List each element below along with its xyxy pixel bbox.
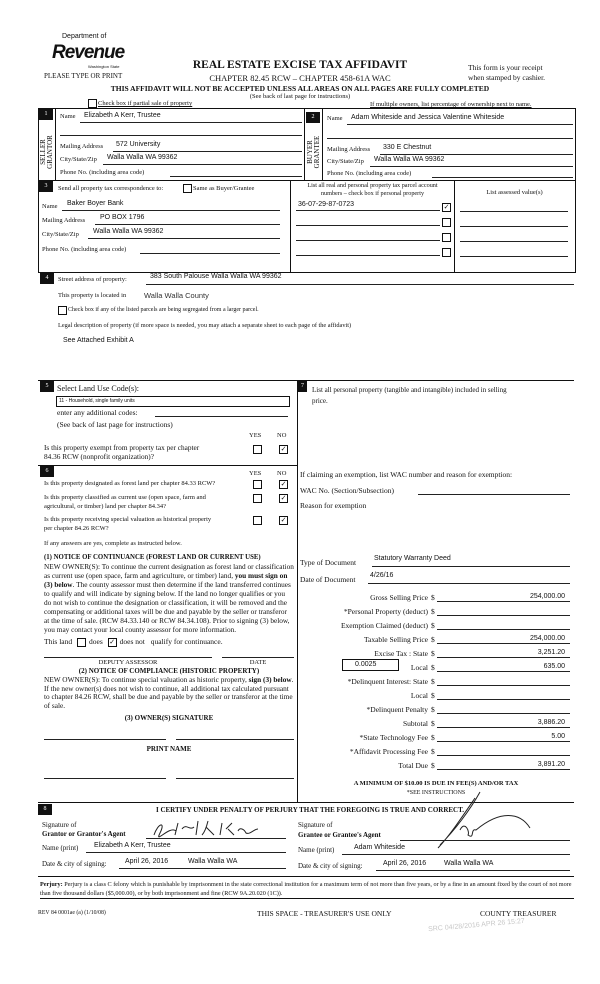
- notice-continuance-text: [44, 562, 294, 634]
- line: [80, 122, 302, 123]
- grantee-date-label: Date & city of signing:: [298, 862, 363, 870]
- owner-signature-line[interactable]: [44, 739, 166, 740]
- grantee-name-field[interactable]: Adam Whiteside: [354, 844, 405, 851]
- owner-signature-title: (3) OWNER(S) SIGNATURE: [124, 714, 214, 722]
- logo-dept: Department of: [62, 33, 107, 40]
- dollar-sign: $: [431, 691, 435, 700]
- correspondence-label: Send all property tax correspondence to:: [58, 185, 164, 192]
- same-as-buyer-label: Same as Buyer/Grantee: [193, 185, 255, 192]
- corr-phone-field[interactable]: [140, 253, 280, 254]
- assessed-header: List assessed value(s): [486, 189, 543, 196]
- minimum-note: A MINIMUM OF $10.00 IS DUE IN FEE(S) AND/OR TAX: [353, 780, 519, 787]
- treasurer-space: THIS SPACE - TREASURER'S USE ONLY: [257, 909, 392, 918]
- parcel-row-line: [296, 240, 440, 241]
- multiple-owners-note: If multiple owners, list percentage of ownership next to name.: [370, 101, 532, 108]
- see-back: (See back of last page for instructions): [249, 93, 351, 100]
- grantor-name-label: Name (print): [42, 844, 79, 852]
- seller-phone-field[interactable]: [170, 176, 302, 177]
- seller-name-label: Name: [60, 113, 76, 120]
- segregated-checkbox[interactable]: [58, 306, 67, 315]
- n2-text: NEW OWNER(S): To continue special valuation as historic property,: [44, 675, 249, 684]
- amount-label: Total Due: [398, 761, 428, 770]
- dollar-sign: $: [431, 607, 435, 616]
- amount-field[interactable]: 3,251.20: [537, 649, 565, 656]
- amount-label: Local: [410, 663, 428, 672]
- dollar-sign: $: [431, 593, 435, 602]
- personal-property-label-2: price.: [312, 397, 328, 405]
- line: [119, 868, 286, 869]
- line: [380, 154, 573, 155]
- corr-city-field[interactable]: Walla Walla WA 99362: [93, 228, 164, 235]
- section-badge-8: 8: [38, 804, 52, 815]
- line: [60, 135, 302, 136]
- divider: [38, 465, 297, 466]
- section6-no-checkbox[interactable]: ✓: [280, 516, 287, 524]
- assessed-value-field[interactable]: [460, 211, 568, 212]
- dollar-sign: $: [431, 733, 435, 742]
- assessed-value-field[interactable]: [460, 226, 568, 227]
- corr-city-label: City/State/Zip: [42, 231, 79, 238]
- land-label: This land: [44, 637, 73, 646]
- amount-line: [437, 769, 570, 770]
- buyer-city-label: City/State/Zip: [327, 158, 364, 165]
- n2-text-2: . If the new owner(s) does not wish to continue, all additional tax calculated pursuant to chapter 84.26 RCW, shall be due and payable by the seller or transferor at the time of sale.: [44, 675, 294, 710]
- amount-line: [437, 727, 570, 728]
- n1-bold: you must sign on (3) below: [44, 571, 288, 589]
- grantor-city-field[interactable]: Walla Walla WA: [188, 858, 238, 865]
- segregated-label: Check box if any of the listed parcels are being segregated from a larger parcel.: [68, 307, 259, 313]
- amount-line: [437, 615, 570, 616]
- amount-line: [437, 629, 570, 630]
- grantee-city-field[interactable]: Walla Walla WA: [444, 860, 494, 867]
- corr-name-label: Name: [42, 203, 58, 210]
- land-use-field[interactable]: [56, 396, 290, 407]
- section6-question: Is this property designated as forest land per chapter 84.33 RCW?: [44, 480, 216, 487]
- legal-field[interactable]: See Attached Exhibit A: [63, 337, 134, 344]
- doc-type-label: Type of Document: [300, 558, 357, 567]
- amount-line: [437, 657, 570, 658]
- dollar-sign: $: [431, 649, 435, 658]
- grantee-signature[interactable]: [420, 790, 540, 850]
- grantor-agent-label: Grantor or Grantor's Agent: [42, 830, 126, 838]
- parcel-number-field[interactable]: 36-07-29-87-0723: [298, 201, 355, 208]
- amount-label: *State Technology Fee: [359, 733, 428, 742]
- if-yes-note: If any answers are yes, complete as instructed below.: [44, 540, 182, 547]
- legal-label: Legal description of property (if more space is needed, you may attach a separate sheet to each page of the affidavit): [58, 322, 352, 329]
- divider: [55, 108, 56, 180]
- print-name-line-2[interactable]: [176, 778, 294, 779]
- street-field[interactable]: 383 South Palouse Walla Walla WA 99362: [150, 273, 282, 280]
- perjury-notice: [40, 880, 574, 899]
- dollar-sign: $: [431, 719, 435, 728]
- buyer-phone-field[interactable]: [432, 177, 573, 178]
- amount-line: [437, 713, 570, 714]
- n1-text-2: . The county assessor must then determine if the land transferred continues to qualify and will indicate by signing below. If the land no longer qualifies or you do not wish to continue the designation or classification, it will be removed and the compensating or additional taxes will be due and payable by the seller or transferor at the time of sale. (RCW 84.33.140 or RCW 84.34.108). Prior to signing (3) below, you may contact your local county assessor for more information.: [44, 580, 291, 634]
- certify-statement: I CERTIFY UNDER PENALTY OF PERJURY THAT THE FOREGOING IS TRUE AND CORRECT.: [155, 806, 464, 814]
- receipt-stamp: SRC 04/28/2016 APR 26 15:27: [427, 917, 526, 934]
- seller-name-field[interactable]: Elizabeth A Kerr, Trustee: [84, 112, 161, 119]
- section6-question-cont: per chapter 84.26 RCW?: [44, 525, 109, 532]
- assessor-date-block: [222, 657, 294, 667]
- type-or-print: PLEASE TYPE OR PRINT: [44, 72, 123, 80]
- section-badge-2: 2: [306, 112, 320, 123]
- owner-signature-line-2[interactable]: [176, 739, 294, 740]
- section-badge-3: 3: [39, 181, 53, 192]
- amount-label: Local: [410, 691, 428, 700]
- does-not-checkbox[interactable]: ✓: [109, 637, 116, 646]
- section6-yes-checkbox[interactable]: [253, 494, 262, 503]
- amount-line: [437, 685, 570, 686]
- county-field[interactable]: Walla Walla County: [144, 291, 209, 300]
- section6-no-checkbox[interactable]: ✓: [280, 480, 287, 488]
- street-label: Street address of property:: [58, 276, 127, 283]
- form-chapter: CHAPTER 82.45 RCW – CHAPTER 458-61A WAC: [209, 73, 391, 83]
- notice-continuance-title: (1) NOTICE OF CONTINUANCE (FOREST LAND OR CURRENT USE): [44, 554, 261, 561]
- buyer-city-field[interactable]: Walla Walla WA 99362: [374, 156, 445, 163]
- partial-sale-label: Check box if partial sale of property: [98, 100, 193, 107]
- notice-compliance-text: [44, 676, 294, 710]
- parcel-header: List all real and personal property tax parcel account: [307, 182, 438, 189]
- buyer-phone-label: Phone No. (including area code): [327, 170, 412, 177]
- corr-mail-label: Mailing Address: [42, 217, 86, 224]
- line: [376, 870, 570, 871]
- line: [347, 124, 573, 125]
- line: [88, 238, 280, 239]
- amount-line: [437, 601, 570, 602]
- n2-bold: sign (3) below: [248, 675, 292, 684]
- personal-property-label: List all personal property (tangible and intangible) included in selling: [312, 386, 507, 394]
- parcel-row-line: [296, 210, 440, 211]
- amount-label: *Delinquent Interest: State: [347, 677, 428, 686]
- receipt-note-2: when stamped by cashier.: [468, 73, 546, 82]
- form-title: REAL ESTATE EXCISE TAX AFFIDAVIT: [192, 59, 408, 71]
- form-id: REV 84 0001ae (a) (1/10/08): [38, 910, 106, 916]
- line: [146, 284, 574, 285]
- additional-codes-field[interactable]: [155, 416, 288, 417]
- exempt-question: Is this property exempt from property tax per chapter: [44, 443, 200, 452]
- line: [103, 164, 302, 165]
- see-back-5: (See back of last page for instructions): [57, 420, 173, 429]
- local-rate: 0.0025: [355, 661, 377, 668]
- doc-type-field[interactable]: Statutory Warranty Deed: [374, 555, 451, 562]
- line: [113, 151, 302, 152]
- amount-field[interactable]: 3,891.20: [537, 761, 565, 768]
- seller-phone-label: Phone No. (including area code): [60, 169, 145, 176]
- section-badge-7: 7: [298, 381, 307, 392]
- reason-label: Reason for exemption: [300, 501, 367, 510]
- amount-label: Gross Selling Price: [370, 593, 428, 602]
- grantee-date-field[interactable]: April 26, 2016: [383, 860, 427, 867]
- amount-field[interactable]: 254,000.00: [529, 593, 565, 600]
- amount-label: Excise Tax : State: [374, 649, 428, 658]
- grantor-signature[interactable]: [148, 815, 263, 840]
- seller-mail-field[interactable]: 572 University: [116, 141, 161, 148]
- notice-compliance-title: (2) NOTICE OF COMPLIANCE (HISTORIC PROPERTY): [78, 667, 260, 675]
- dollar-sign: $: [431, 705, 435, 714]
- deputy-assessor-label: DEPUTY ASSESSOR: [98, 659, 158, 666]
- does-label: does: [89, 637, 103, 646]
- line: [342, 854, 570, 855]
- logo-state: Washington State: [88, 64, 120, 69]
- amount-label: Taxable Selling Price: [363, 635, 428, 644]
- section-badge-6: 6: [40, 466, 54, 477]
- seller-city-label: City/State/Zip: [60, 156, 97, 163]
- dollar-sign: $: [431, 747, 435, 756]
- divider: [322, 108, 323, 180]
- doc-date-field[interactable]: 4/26/16: [370, 572, 394, 579]
- yes-header-6: YES: [249, 470, 262, 477]
- section6-notices: [44, 553, 294, 779]
- wac-label: WAC No. (Section/Subsection): [300, 486, 394, 495]
- buyer-mail-label: Mailing Address: [327, 146, 371, 153]
- section6-question: Is this property receiving special valuation as historical property: [44, 516, 212, 523]
- perjury-label: Perjury:: [40, 881, 63, 888]
- grantor-date-label: Date & city of signing:: [42, 860, 107, 868]
- amount-field[interactable]: 254,000.00: [529, 635, 565, 642]
- amount-label: *Affidavit Processing Fee: [349, 747, 428, 756]
- section6-question-cont: agricultural, or timber) land per chapter 84.34?: [44, 503, 167, 510]
- section6-no-checkbox[interactable]: ✓: [280, 494, 287, 502]
- grantor-label: GRANTOR: [46, 135, 54, 169]
- print-name-line[interactable]: [44, 778, 166, 779]
- exempt-question-2: 84.36 RCW (nonprofit organization)?: [44, 452, 154, 461]
- amount-label: *Delinquent Penalty: [366, 705, 428, 714]
- amount-field[interactable]: 635.00: [543, 663, 565, 670]
- dollar-sign: $: [431, 621, 435, 630]
- section6-question: Is this property classified as current use (open space, farm and: [44, 494, 206, 501]
- grantee-label: GRANTEE: [313, 135, 321, 169]
- line: [95, 224, 280, 225]
- located-label: This property is located in: [58, 292, 127, 299]
- yes-header: YES: [249, 432, 262, 439]
- divider: [304, 108, 305, 180]
- no-header: NO: [277, 432, 287, 439]
- buyer-name-field[interactable]: Adam Whiteside and Jessica Valentine Whiteside: [351, 114, 505, 121]
- county-treasurer: COUNTY TREASURER: [480, 909, 557, 918]
- date-label: DATE: [249, 659, 267, 666]
- line: [62, 210, 280, 211]
- amount-line: [437, 643, 570, 644]
- grantor-sig-of: Signature of: [42, 821, 77, 829]
- seller-mail-label: Mailing Address: [60, 143, 104, 150]
- grantee-agent-label: Grantee or Grantee's Agent: [298, 831, 381, 839]
- personal-property-checkbox[interactable]: ✓: [443, 203, 450, 211]
- amount-label: Exemption Claimed (deduct): [340, 621, 428, 630]
- amount-line: [437, 741, 570, 742]
- section-badge-4: 4: [40, 273, 54, 284]
- deputy-assessor-block: [44, 657, 212, 667]
- divider: [38, 876, 574, 877]
- amount-line: [437, 755, 570, 756]
- additional-codes-label: enter any additional codes:: [57, 408, 138, 417]
- line: [370, 166, 573, 167]
- dollar-sign: $: [431, 663, 435, 672]
- line: [368, 583, 570, 584]
- assessed-value-field[interactable]: [460, 256, 568, 257]
- land-use-label: Select Land Use Code(s):: [57, 384, 139, 393]
- buyer-side-label: [307, 132, 321, 172]
- seller-city-field[interactable]: Walla Walla WA 99362: [107, 154, 178, 161]
- does-not-label: does not: [119, 637, 145, 646]
- buyer-label: BUYER: [306, 140, 314, 164]
- parcel-header-2: numbers – check box if personal property: [320, 190, 425, 197]
- personal-property-checkbox[interactable]: [442, 218, 451, 227]
- seller-label: SELLER: [39, 139, 47, 165]
- partial-sale-checkbox[interactable]: [88, 99, 97, 108]
- personal-property-checkbox[interactable]: [442, 248, 451, 257]
- amount-label: Subtotal: [402, 719, 428, 728]
- n1-text: NEW OWNER(S): To continue the current designation as forest land or classification as current use (open space, farm and agriculture, or timber) land,: [44, 562, 294, 580]
- line: [372, 566, 570, 567]
- parcel-row-line: [296, 225, 440, 226]
- dollar-sign: $: [431, 677, 435, 686]
- grantor-date-field[interactable]: April 26, 2016: [125, 858, 169, 865]
- receipt-note: This form is your receipt: [468, 63, 543, 72]
- exempt-yes-checkbox[interactable]: [253, 445, 262, 454]
- perjury-text: Perjury is a class C felony which is punishable by imprisonment in the state correctional institution for a maximum term of not more than five years, or by a fine in an amount fixed by the court of not more than five thousand dollars ($5,000.00), or by both imprisonment and fine (RCW 9A.20.020 (1C)).: [40, 881, 572, 897]
- amount-field[interactable]: 3,886.20: [537, 719, 565, 726]
- personal-property-checkbox[interactable]: [442, 233, 451, 242]
- doc-date-label: Date of Document: [300, 575, 356, 584]
- section6-yes-checkbox[interactable]: [253, 516, 262, 525]
- amount-line: [437, 699, 570, 700]
- seller-side-label: [40, 132, 54, 172]
- section-badge-1: 1: [39, 109, 53, 120]
- corr-mail-field[interactable]: PO BOX 1796: [100, 214, 145, 221]
- does-checkbox[interactable]: [77, 638, 86, 647]
- assessed-value-field[interactable]: [460, 241, 568, 242]
- corr-name-field[interactable]: Baker Boyer Bank: [67, 200, 124, 207]
- divider: [297, 380, 298, 802]
- exempt-no-checkbox[interactable]: ✓: [280, 445, 287, 453]
- corr-phone-label: Phone No. (including area code): [42, 246, 127, 253]
- grantee-sig-of: Signature of: [298, 821, 333, 829]
- see-instructions: *SEE INSTRUCTIONS: [406, 790, 466, 796]
- grantee-name-label: Name (print): [298, 846, 335, 854]
- wac-field[interactable]: [418, 494, 570, 495]
- qualify-label: qualify for continuance.: [150, 637, 223, 646]
- section6-yes-checkbox[interactable]: [253, 480, 262, 489]
- logo-revenue: Revenue: [52, 42, 125, 63]
- warning-text: THIS AFFIDAVIT WILL NOT BE ACCEPTED UNLESS ALL AREAS ON ALL PAGES ARE FULLY COMPLETED: [110, 84, 490, 93]
- amount-line: [437, 671, 570, 672]
- continuance-row: [44, 637, 294, 647]
- buyer-mail-field[interactable]: 330 E Chestnut: [383, 144, 432, 151]
- dollar-sign: $: [431, 635, 435, 644]
- print-name-label: PRINT NAME: [146, 745, 192, 753]
- line: [327, 138, 573, 139]
- parcel-row-line: [296, 255, 440, 256]
- grantor-name-field[interactable]: Elizabeth A Kerr, Trustee: [94, 842, 171, 849]
- no-header-6: NO: [277, 470, 287, 477]
- buyer-name-label: Name: [327, 115, 343, 122]
- same-as-buyer-checkbox[interactable]: [183, 184, 192, 193]
- amount-label: *Personal Property (deduct): [343, 607, 428, 616]
- exemption-label: If claiming an exemption, list WAC number and reason for exemption:: [300, 470, 513, 479]
- section-badge-5: 5: [40, 381, 54, 392]
- line: [86, 852, 286, 853]
- land-use-code: 11 - Household, single family units: [59, 398, 135, 404]
- dollar-sign: $: [431, 761, 435, 770]
- amount-field[interactable]: 5.00: [551, 733, 565, 740]
